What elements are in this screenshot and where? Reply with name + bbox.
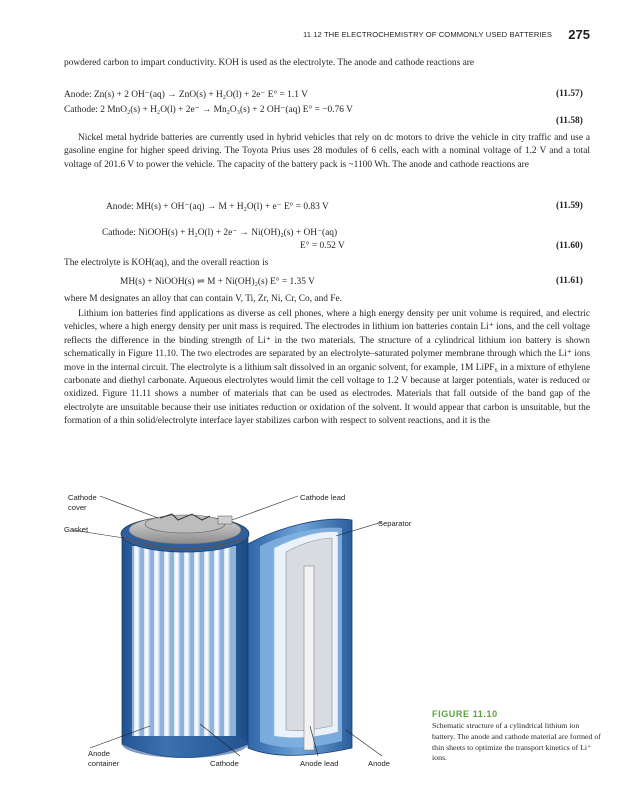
equation-11-58: Cathode: 2 MnO₂(s) + H₂O(l) + 2e⁻ → Mn₂O₃(s) + 2 OH⁻(aq) E° = −0.76 V — [64, 105, 353, 115]
label-separator: Separator — [378, 519, 412, 528]
lithium-text: Lithium ion batteries find applications as diverse as cell phones, where a high energy density per unit volume is required, and electric vehicles, where a high energy density per unit mass is required. The electrodes in lithium ion batteries contain Li⁺ ions, and the cell voltage reflects the difference in the binding strength of Li⁺ in the two materials. The structure of a cylindrical lithium ion battery is shown schematically in Figure 11.10. The two electrodes are separated by an electrolyte–saturated polymer membrane through which the Li⁺ ions move in the internal circuit. The electrolyte is a lithium salt dissolved in an organic solvent, for example, 1M LiPF₆ in a mixture of ethylene carbonate and diethyl carbonate. Aqueous electrolytes would limit the cell voltage to 1.2 V because at larger potentials, water is reduced or oxidized. Figure 11.11 shows a number of materials that can be used as electrodes. Materials that fall outside of the band gap of the electrolyte are unsuitable because their use initiates reduction or oxidation of the solvent. It would appear that carbon is unsuitable, but the formation of a thin solid/electrolyte interface layer stabilizes carbon with respect to solvent reactions, and it is the — [64, 309, 590, 427]
electrolyte-text: The electrolyte is KOH(aq), and the overall reaction is — [64, 258, 269, 268]
label-cathode: Cathode — [210, 759, 239, 768]
label-anode: Anode — [368, 759, 390, 768]
label-cathode-cover-line1: Cathode — [68, 493, 97, 502]
equation-11-61: MH(s) + NiOOH(s) ⇌ M + Ni(OH)₂(s) E° = 1.35 V — [120, 277, 315, 287]
label-gasket: Gasket — [64, 525, 89, 534]
running-title: 11 12 THE ELECTROCHEMISTRY OF COMMONLY USED BATTERIES — [302, 30, 552, 39]
anode-lead-tab — [304, 566, 314, 750]
intro-text: powdered carbon to impart conductivity. KOH is used as the electrolyte. The anode and cathode reactions are — [64, 58, 475, 68]
label-anode-lead: Anode lead — [300, 759, 339, 768]
cathode-cover-cap — [121, 514, 249, 552]
equation-number-11-59: (11.59) — [556, 201, 583, 211]
equation-11-60: Cathode: NiOOH(s) + H₂O(l) + 2e⁻ → Ni(OH)₂(s) + OH⁻(aq) — [102, 228, 338, 238]
caption-title: FIGURE 11.10 — [432, 709, 498, 719]
intro-paragraph — [64, 57, 590, 70]
figure-caption — [432, 709, 602, 764]
equation-number-11-61: (11.61) — [556, 276, 583, 286]
label-anode-container-line2: container — [88, 759, 120, 768]
cathode-sheet-stack — [132, 546, 236, 736]
equation-number-11-57: (11.57) — [556, 89, 583, 99]
running-header — [300, 27, 590, 43]
battery-schematic-figure — [60, 486, 432, 778]
label-cathode-lead: Cathode lead — [300, 493, 346, 502]
equation-11-60-potential: E° = 0.52 V — [300, 241, 345, 251]
equation-number-11-60: (11.60) — [556, 241, 583, 251]
label-anode-container-line1: Anode — [88, 749, 110, 758]
lithium-paragraph — [64, 308, 590, 429]
equation-11-59: Anode: MH(s) + OH⁻(aq) → M + H₂O(l) + e⁻ E° = 0.83 V — [106, 202, 329, 212]
equation-number-11-58: (11.58) — [556, 116, 583, 126]
equation-11-57: Anode: Zn(s) + 2 OH⁻(aq) → ZnO(s) + H₂O(l) + 2e⁻ E° = 1.1 V — [64, 90, 308, 100]
label-cathode-cover-line2: cover — [68, 503, 87, 512]
caption-text: Schematic structure of a cylindrical lithium ion battery. The anode and cathode material are formed of thin sheets to optimize the transport kinetics of Li⁺ ions. — [432, 721, 601, 763]
nimh-paragraph — [64, 132, 590, 172]
where-text: where M designates an alloy that can contain V, Ti, Zr, Ni, Cr, Co, and Fe. — [64, 294, 343, 304]
page-number: 275 — [568, 27, 590, 42]
nimh-text: Nickel metal hydride batteries are currently used in hybrid vehicles that rely on dc motors to drive the vehicle in city traffic and use a gasoline engine for higher speed driving. The Toyota Prius uses 28 modules of 6 cells, each with a nominal voltage of 1.2 V and a total voltage of 201.6 V to power the vehicle. The capacity of the battery pack is ~1100 Wh. The anode and cathode reactions are — [64, 133, 590, 170]
